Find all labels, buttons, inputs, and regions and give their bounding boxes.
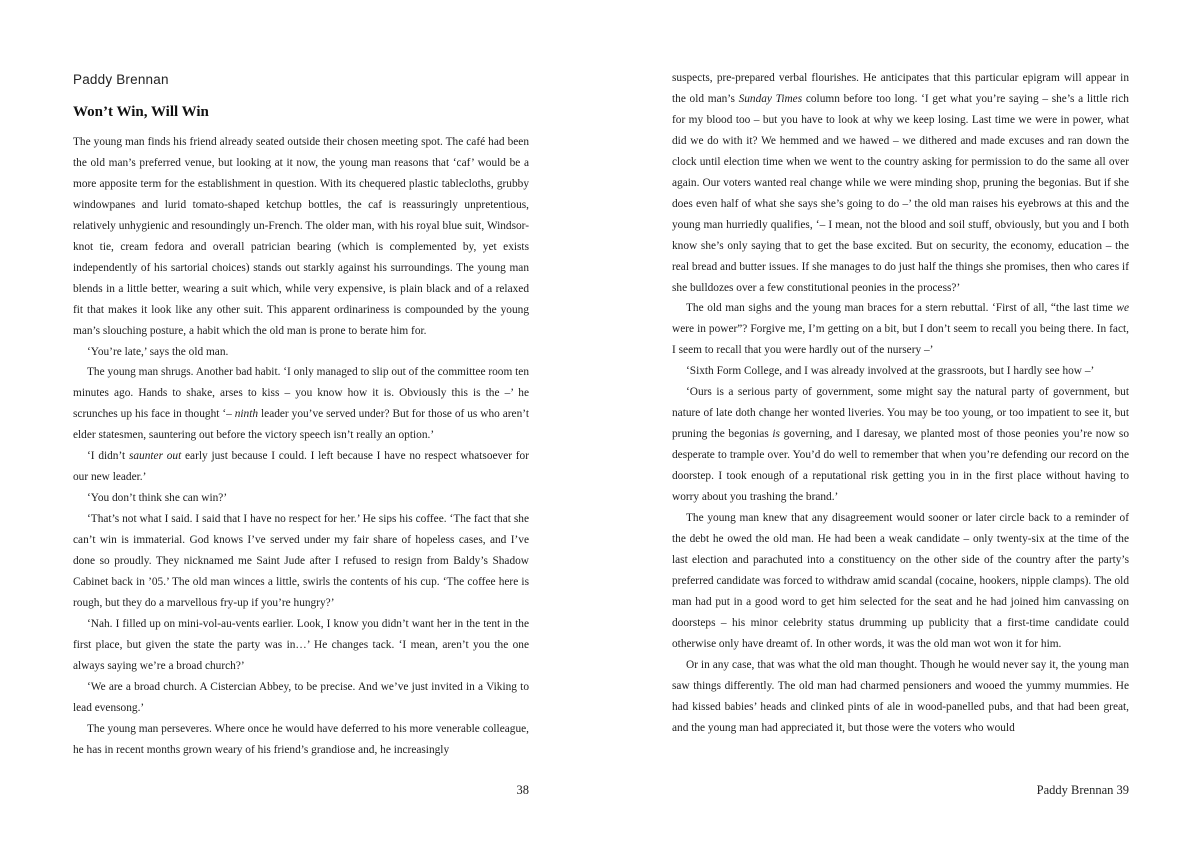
emphasis: Sunday Times — [738, 92, 803, 105]
body-text — [73, 132, 529, 761]
chapter-title: Won’t Win, Will Win — [73, 104, 209, 120]
emphasis: we — [1116, 302, 1129, 315]
page-number: Paddy Brennan 39 — [1036, 783, 1129, 797]
paragraph: The young man shrugs. Another bad habit. ‘I only managed to slip out of the committee room ten minutes ago. Hands to shake, arses to kiss – you know how it is. Obviously this is the –’ he scrunches up his face in thought ‘– ninth leader you’ve served under? But for those of us who aren’t elder statesmen, sauntering out before the victory speech isn’t really an option.’ — [73, 366, 530, 442]
paragraph: ‘Ours is a serious party of government, some might say the natural party of government, but nature of late doth change her wonted liveries. You may be too young, or too impatient to see it, but pruning the begonias is governing, and I daresay, we planted most of those peonies you’re now so desperate to trample over. You’d do well to remember that when you’re defending our record on the doorstep. I took enough of a reputational risk getting you in in the first place without having to worry about you trashing the brand.’ — [672, 386, 1130, 504]
paragraph: The young man finds his friend already seated outside their chosen meeting spot. The café had been the old man’s preferred venue, but looking at it now, the young man reasons that ‘caf’ would be a more apposite term for the establishment in question. With its chequered plastic tablecloths, grubby windowpanes and lurid tomato-shaped ketchup bottles, the caf is reassuringly unpretentious, relatively unhygienic and resoundingly un-French. The older man, with his royal blue suit, Windsor-knot tie, cream fedora and overall patrician bearing (which is complemented by, yet exists independently of his sartorial choices) stands out starkly against his surroundings. The young man blends in a little better, wearing a suit which, while very expensive, is plain black and of a relaxed fit that makes it look like any other suit. This apparent ordinariness is compounded by the young man’s slouching posture, a habit which the old man is prone to berate him for. — [73, 136, 529, 337]
body-text — [672, 68, 1129, 739]
emphasis: is — [772, 428, 780, 441]
page-number: 38 — [516, 783, 529, 797]
paragraph: The old man sighs and the young man braces for a stern rebuttal. ‘First of all, “the last time we were in power”? Forgive me, I’m getting on a bit, but I don’t seem to recall you being there. In fact, I seem to recall that you were hardly out of the nursery –’ — [672, 302, 1129, 357]
left-page — [73, 0, 529, 849]
paragraph: ‘Sixth Form College, and I was already involved at the grassroots, but I hardly see how –’ — [686, 365, 1095, 378]
paragraph: ‘Nah. I filled up on mini-vol-au-vents earlier. Look, I know you didn’t want her in the tent in the first place, but given the state the party was in…’ He changes tack. ‘I mean, aren’t you the one always saying we’re a broad church?’ — [73, 617, 529, 672]
paragraph: ‘You’re late,’ says the old man. — [87, 345, 229, 358]
paragraph: The young man perseveres. Where once he would have deferred to his more venerable colleague, he has in recent months grown weary of his friend’s grandiose and, he increasingly — [73, 722, 529, 756]
paragraph: ‘I didn’t saunter out early just because I could. I left because I have no respect whatsoever for our new leader.’ — [73, 450, 529, 484]
right-page — [672, 0, 1129, 849]
emphasis: ninth — [234, 408, 259, 421]
paragraph: ‘We are a broad church. A Cistercian Abbey, to be precise. And we’ve just invited in a Viking to lead evensong.’ — [73, 680, 529, 714]
running-head-author: Paddy Brennan — [73, 72, 169, 87]
paragraph: suspects, pre-prepared verbal flourishes. He anticipates that this particular epigram will appear in the old man’s Sunday Times column before too long. ‘I get what you’re saying – she’s a little rich for my blood too – but you have to look at why we keep losing. Last time we were in power, what did we do with it? We hemmed and we hawed – we dithered and made excuses and ran down the clock until election time when we went to the country asking for permission to do the same all over again. Our voters wanted real change while we were minding shop, pruning the begonias. But if she does even half of what she says she’s going to do –’ the old man raises his eyebrows at this and the young man hurriedly qualifies, ‘– I mean, not the blood and soil stuff, obviously, but you and I both know she’s only saying that to get the base excited. But on security, the economy, education – the real bread and butter issues. If she manages to do just half the things she promises, then who cares if she bulldozes over a few constitutional peonies in the process?’ — [672, 72, 1129, 294]
emphasis: saunter out — [128, 450, 182, 463]
paragraph: Or in any case, that was what the old man thought. Though he would never say it, the young man saw things differently. The old man had charmed pensioners and wooed the yummy mummies. He had kissed babies’ heads and clinked pints of ale in wood-panelled pubs, and that had been great, and the young man had appreciated it, but those were the voters who would — [672, 658, 1129, 734]
paragraph: The young man knew that any disagreement would sooner or later circle back to a reminder of the debt he owed the old man. He had been a weak candidate – only twenty-six at the time of the last election and parachuted into a constituency on the other side of the country after the party’s preferred candidate was forced to withdraw amid scandal (cocaine, hookers, nipple clamps). The old man had put in a good word to get him selected for the seat and he had joined him canvassing on doorsteps – his minor celebrity status drumming up publicity that a first-time candidate could otherwise only have dreamt of. In other words, it was the old man wot won it for him. — [672, 512, 1129, 650]
paragraph: ‘That’s not what I said. I said that I have no respect for her.’ He sips his coffee. ‘The fact that she can’t win is immaterial. God knows I’ve served under my fair share of hopeless cases, and I’ve done so proudly. They nicknamed me Saint Jude after I refused to resign from Baldy’s Shadow Cabinet back in ’05.’ The old man winces a little, swirls the contents of his cup. ‘The coffee here is rough, but they do a marvellous fry-up if you’re hungry?’ — [73, 513, 529, 609]
paragraph: ‘You don’t think she can win?’ — [87, 492, 228, 505]
